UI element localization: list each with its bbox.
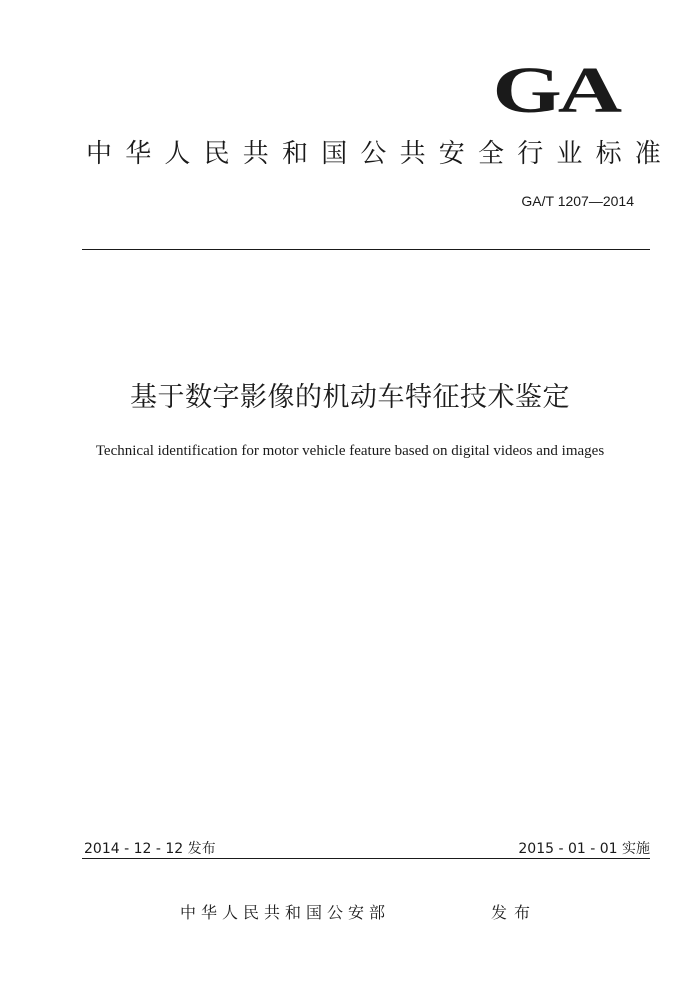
top-divider [82,249,650,250]
issuing-authority: 中华人民共和国公安部 [180,903,391,922]
standard-code: GA/T 1207—2014 [521,193,634,209]
issue-label: 发布 [491,903,538,922]
ga-logo: GA [492,54,618,127]
standard-category: 中华人民共和国公共安全行业标准 [86,139,675,169]
bottom-divider [82,858,650,859]
implementation-date: 2015 - 01 - 01 实施 [518,841,650,857]
document-title-english: Technical identification for motor vehicle feature based on digital videos and images [95,443,605,459]
issue-date: 2014 - 12 - 12 发布 [84,841,216,857]
document-title-chinese: 基于数字影像的机动车特征技术鉴定 [130,382,570,413]
